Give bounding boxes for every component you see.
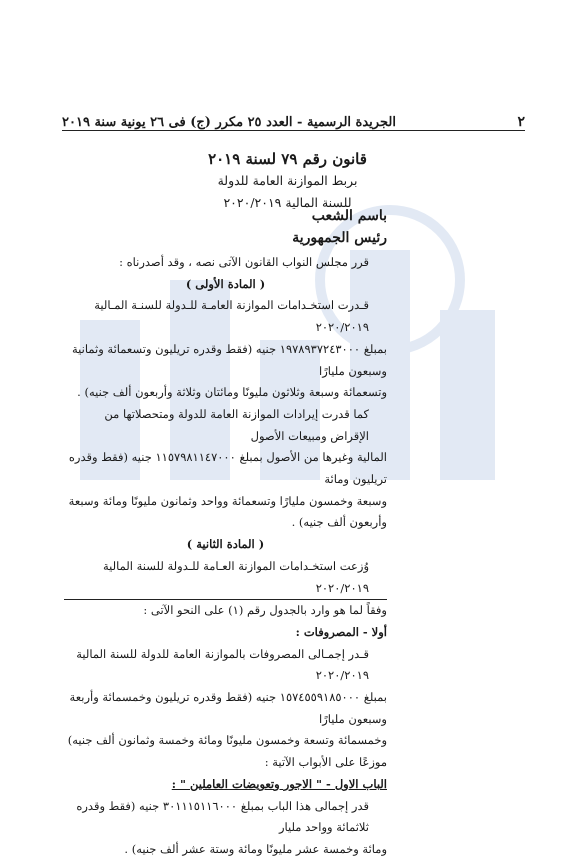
law-subtitle-1: بربط الموازنة العامة للدولة [217, 173, 358, 188]
preamble-people: باسم الشعب [311, 208, 387, 224]
article-1-line-2: بمبلغ ١٩٧٨٩٣٧٢٤٣٠٠٠ جنيه (فقط وقدره تريليون وتسعمائة وثمانية وسبعون مليارًا [72, 341, 387, 378]
article-1-line-1: قـدرت استخـدامات الموازنة العامـة للـدولة للسنـة المـالية ٢٠٢٠/٢٠١٩ [94, 298, 369, 335]
law-subtitle-2: للسنة المالية ٢٠٢٠/٢٠١٩ [223, 195, 352, 210]
running-title: الجريدة الرسمية - العدد ٢٥ مكرر (ج) فى ٢٦ يونية سنة ٢٠١٩ [62, 115, 396, 130]
article-2-line-2: وفقاً لما هو وارد بالجدول رقم (١) على النحو الآتى : [143, 603, 387, 618]
law-title: قانون رقم ٧٩ لسنة ٢٠١٩ [208, 150, 367, 168]
law-title-block [190, 148, 385, 214]
article-1-line-6: وسبعة وخمسون مليارًا وتسعمائة وواحد وثمانون مليونًا ومائة وسبعة وأربعون ألف جنيه) . [68, 493, 387, 530]
document-body [64, 252, 387, 861]
expenses-line-1: قـدر إجمـالى المصروفات بالموازنة العامة للدولة للسنة المالية ٢٠٢٠/٢٠١٩ [76, 646, 369, 683]
chapter-1-line-2: ومائة وخمسة عشر مليونًا ومائة وستة عشر ألف جنيه) . [124, 841, 387, 856]
article-2-line-1: وُزعت استخـدامات الموازنة العـامة للـدولة للسنة المالية ٢٠٢٠/٢٠١٩ [64, 556, 387, 600]
preamble-president: رئيس الجمهورية [292, 230, 387, 246]
article-2-heading: ( المادة الثانية ) [186, 537, 265, 552]
chapter-1-heading: الباب الاول - " الاجور وتعويضات العاملين " : [171, 776, 387, 791]
expenses-line-3: وخمسمائة وتسعة وخمسون مليونًا ومائة وخمسة وثمانون ألف جنيه) موزعًا على الأبواب الآتية : [67, 733, 387, 770]
chapter-1-line-1: قدر إجمالى هذا الباب بمبلغ ٣٠١١١٥١١٦٠٠٠ جنيه (فقط وقدره ثلاثمائة وواحد مليار [76, 798, 369, 835]
intro-text: قرر مجلس النواب القانون الآتى نصه ، وقد أصدرناه : [119, 255, 369, 269]
expenses-heading: أولا - المصروفات : [295, 624, 387, 639]
page-header [62, 104, 525, 131]
article-1-line-5: المالية وغيرها من الأصول بمبلغ ١١٥٧٩٨١١٤٧٠٠٠ جنيه (فقط وقدره تريليون ومائة [68, 450, 387, 487]
page-number: ٢ [517, 114, 525, 130]
expenses-line-2: بمبلغ ١٥٧٤٥٥٩١٨٥٠٠٠ جنيه (فقط وقدره تريليون وخمسمائة وأربعة وسبعون مليارًا [69, 690, 387, 726]
article-1-heading: ( المادة الأولى ) [185, 276, 266, 291]
article-1-line-3: وتسعمائة وسبعة وثلاثون مليونًا ومائتان وثلاثة وأربعون ألف جنيه) . [77, 385, 387, 400]
article-1-line-4: كما قدرت إيرادات الموازنة العامة للدولة ومتحصلاتها من الإقراض ومبيعات الأصول [104, 406, 369, 443]
